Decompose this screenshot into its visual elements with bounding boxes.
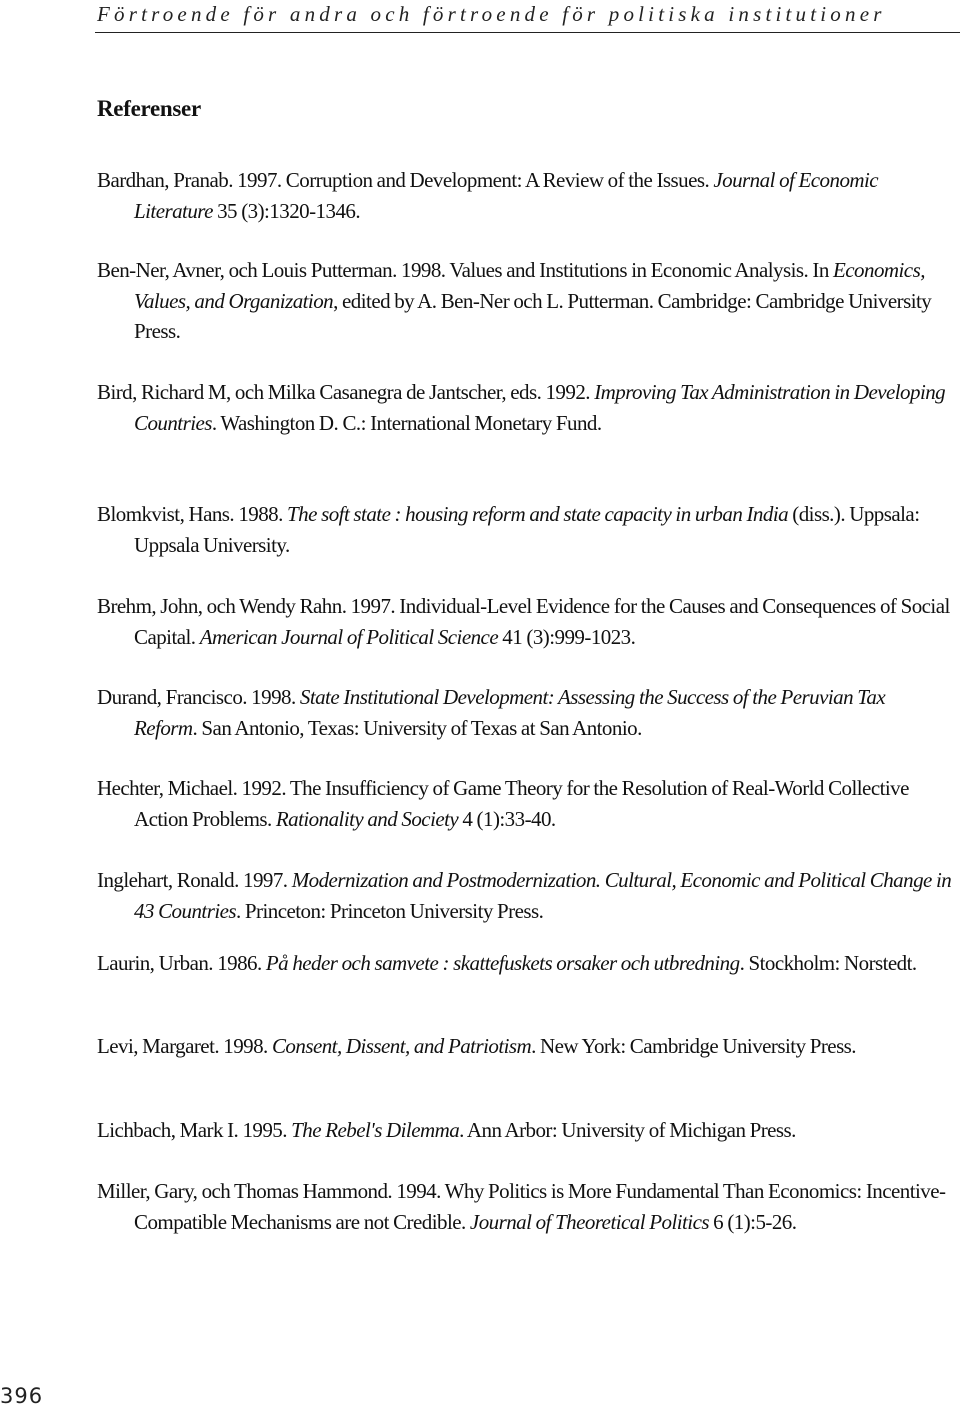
- reference-title: Journal of Theoretical Politics: [469, 1209, 709, 1234]
- reference-title: American Journal of Political Science: [199, 624, 499, 649]
- reference-title: Journal of Economic Literature: [134, 168, 879, 223]
- reference-details: (diss.). Uppsala: Uppsala University.: [134, 502, 920, 557]
- reference-title: På heder och samvete : skattefuskets orsaker och utbredning: [265, 951, 740, 975]
- reference-item: [97, 1115, 952, 1146]
- reference-text: Brehm, John, och Wendy Rahn. 1997. Individual-Level Evidence for the Causes and Consequences of Social Capital.: [97, 594, 950, 649]
- reference-item: [97, 591, 952, 652]
- reference-title: State Institutional Development: Assessing the Success of the Peruvian Tax Reform: [134, 685, 886, 740]
- reference-details: 4 (1):33-40.: [458, 806, 556, 831]
- reference-details: 41 (3):999-1023.: [498, 624, 636, 649]
- reference-details: , edited by A. Ben-Ner och L. Putterman. Cambridge: Cambridge University Press.: [134, 288, 932, 344]
- reference-title: Rationality and Society: [275, 806, 459, 831]
- reference-title: Consent, Dissent, and Patriotism: [271, 1034, 532, 1058]
- reference-details: . Washington D. C.: International Monetary Fund.: [211, 410, 602, 435]
- reference-item: [97, 499, 952, 560]
- reference-details: 35 (3):1320-1346.: [212, 198, 361, 223]
- reference-title: The soft state : housing reform and state capacity in urban India: [287, 502, 789, 526]
- reference-details: . Princeton: Princeton University Press.: [236, 898, 544, 923]
- reference-details: . San Antonio, Texas: University of Texas at San Antonio.: [192, 715, 642, 740]
- reference-item: [97, 865, 952, 926]
- section-title: Referenser: [97, 96, 201, 121]
- reference-title: Economics, Values, and Organization: [134, 258, 925, 313]
- reference-details: . Stockholm: Norstedt.: [739, 951, 917, 975]
- reference-text: Blomkvist, Hans. 1988.: [97, 502, 288, 526]
- reference-title: Modernization and Postmodernization. Cultural, Economic and Political Change in 43 Countries: [134, 868, 952, 923]
- reference-text: Bardhan, Pranab. 1997. Corruption and Development: A Review of the Issues.: [97, 168, 714, 192]
- reference-item: [97, 165, 952, 226]
- reference-text: Hechter, Michael. 1992. The Insufficiency of Game Theory for the Resolution of Real-World Collective Action Problems.: [97, 776, 909, 831]
- reference-item: [97, 773, 952, 834]
- reference-details: . Ann Arbor: University of Michigan Press.: [459, 1118, 796, 1142]
- reference-text: Durand, Francisco. 1998.: [97, 685, 300, 709]
- reference-text: Ben-Ner, Avner, och Louis Putterman. 1998. Values and Institutions in Economic Analysis. In: [97, 258, 833, 282]
- reference-item: [97, 377, 952, 438]
- reference-title: Improving Tax Administration in Developing Countries: [134, 380, 946, 435]
- reference-text: Lichbach, Mark I. 1995.: [97, 1118, 292, 1142]
- page-number: 396: [0, 1384, 44, 1408]
- reference-item: [97, 1031, 952, 1062]
- reference-text: Laurin, Urban. 1986.: [97, 951, 266, 975]
- reference-text: Inglehart, Ronald. 1997.: [97, 868, 292, 892]
- reference-details: 6 (1):5-26.: [708, 1209, 797, 1234]
- reference-item: [97, 255, 952, 347]
- reference-text: Levi, Margaret. 1998.: [97, 1034, 272, 1058]
- reference-text: Miller, Gary, och Thomas Hammond. 1994. Why Politics is More Fundamental Than Economics: Incentive-Compatible Mechanisms are not Credible.: [97, 1179, 946, 1234]
- reference-title: The Rebel's Dilemma: [291, 1118, 460, 1142]
- reference-item: [97, 1176, 952, 1237]
- reference-text: Bird, Richard M, och Milka Casanegra de Jantscher, eds. 1992.: [97, 380, 595, 404]
- header-rule: [95, 32, 960, 33]
- reference-item: [97, 948, 952, 979]
- reference-details: . New York: Cambridge University Press.: [531, 1034, 857, 1058]
- running-header: Förtroende för andra och förtroende för politiska institutioner: [97, 2, 886, 26]
- reference-item: [97, 682, 952, 743]
